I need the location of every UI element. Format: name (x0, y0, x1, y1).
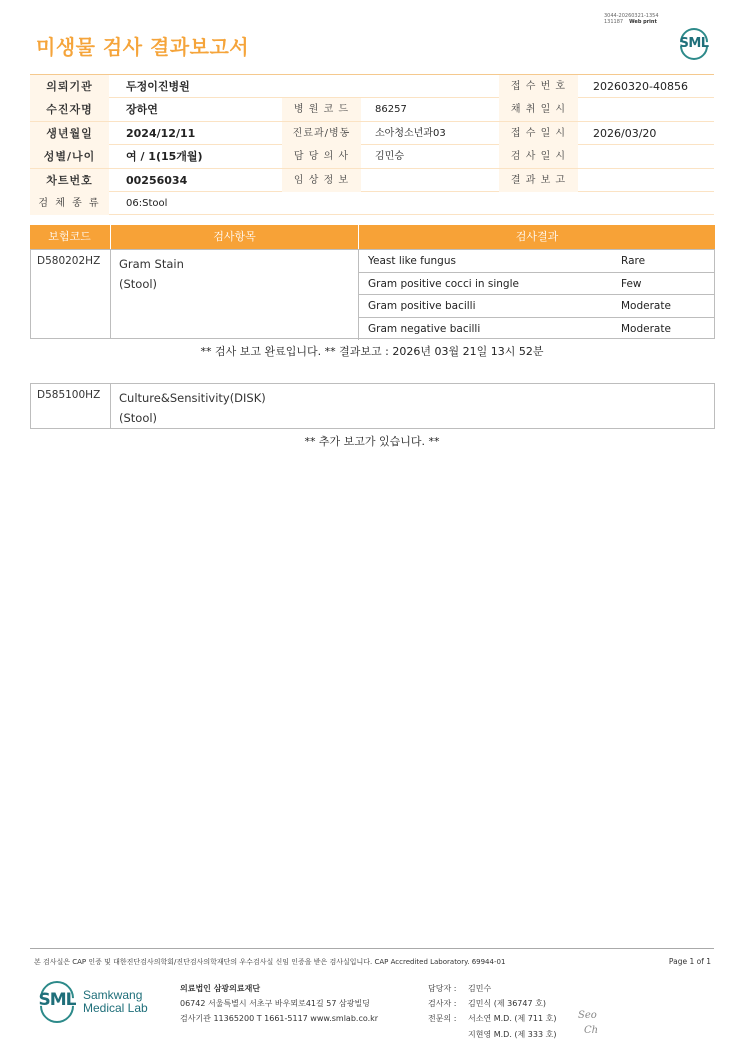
label-hospital-code: 병 원 코 드 (282, 98, 361, 121)
label-specimen-type: 검 체 종 류 (30, 192, 109, 215)
print-type: Web print (629, 19, 657, 25)
test-specimen: (Stool) (119, 411, 158, 425)
label-gender-age: 성별/나이 (30, 145, 109, 168)
result-value: Moderate (621, 322, 671, 335)
label-institution: 의뢰기관 (30, 75, 109, 98)
test-name: Culture&Sensitivity(DISK) (119, 391, 266, 405)
value-doctor: 김민승 (375, 151, 404, 163)
value-specimen-type: 06:Stool (126, 197, 168, 209)
label-test-date: 검 사 일 시 (499, 145, 578, 168)
org-address: 06742 서울특별시 서초구 바우뫼로41길 57 삼광빌딩 (180, 999, 370, 1008)
signature-ch: Ch (584, 1025, 599, 1036)
value-institution: 두정이진병원 (126, 80, 190, 93)
test-block-culture (30, 383, 715, 429)
lab-name-line1: Samkwang (83, 988, 143, 1002)
result-value: Few (621, 277, 642, 290)
header-code: 보험코드 (48, 230, 91, 243)
org-contact: 검사기관 11365200 T 1661-5117 www.smlab.co.kr (180, 1014, 379, 1023)
value-chart-no: 00256034 (126, 173, 188, 187)
result-name: Gram negative bacilli (368, 322, 481, 335)
info-row-chart (30, 169, 714, 192)
test-block-gram-stain (30, 249, 715, 339)
label-result-report: 결 과 보 고 (499, 169, 578, 192)
page-number: Page 1 of 1 (668, 957, 711, 966)
result-row (359, 295, 715, 318)
header-item: 검사항목 (110, 225, 358, 249)
print-id: 3044-20260321-1354 (604, 13, 659, 19)
staff-role: 검사자 : (428, 999, 457, 1009)
test-item (119, 388, 266, 428)
result-row (359, 318, 715, 341)
label-doctor: 담 당 의 사 (282, 145, 361, 168)
label-receipt-date: 접 수 일 시 (499, 122, 578, 145)
sml-logo: SML (676, 26, 712, 60)
staff-role: 전문의 : (428, 1014, 457, 1024)
result-name: Yeast like fungus (368, 255, 456, 267)
report-complete-note: ** 검사 보고 완료입니다. ** 결과보고 : 2026년 03월 21일 13시 52분 (200, 345, 544, 358)
label-collection-date: 채 취 일 시 (499, 98, 578, 121)
result-name: Gram positive bacilli (368, 300, 476, 312)
info-row-gender (30, 145, 714, 168)
test-name: Gram Stain (119, 257, 184, 271)
value-patient-name: 장하연 (126, 103, 158, 117)
value-hospital-code: 86257 (375, 104, 407, 116)
value-receipt-date: 2026/03/20 (593, 126, 657, 140)
result-row (359, 250, 715, 273)
info-row-specimen (30, 192, 714, 215)
staff-role: 담당자 : (428, 984, 457, 993)
organization-info (180, 981, 378, 1026)
samkwang-logo: SML Samkwang Medical Lab (36, 980, 166, 1026)
result-list (358, 250, 715, 340)
result-value: Moderate (621, 300, 671, 312)
value-gender-age: 여 / 1(15개월) (126, 150, 203, 164)
value-birth-date: 2024/12/11 (126, 126, 196, 140)
print-code: 131187 (604, 19, 624, 25)
label-patient-name: 수진자명 (30, 98, 109, 121)
label-birth-date: 생년월일 (30, 122, 109, 145)
footer-divider (30, 948, 714, 949)
staff-name: 김민수 (468, 984, 492, 993)
test-specimen: (Stool) (119, 277, 158, 291)
result-row (359, 273, 715, 296)
info-row-patient (30, 98, 714, 121)
signature-seo: Seo (578, 1010, 597, 1021)
print-meta (604, 13, 659, 25)
value-receipt-no: 20260320-40856 (593, 80, 688, 93)
label-receipt-no: 접 수 번 호 (499, 75, 578, 98)
label-chart-no: 차트번호 (30, 169, 109, 192)
certification-text: 본 검사실은 CAP 인증 및 대한진단검사의학회/진단검사의학재단의 우수검사실 신임 인증을 받은 검사실입니다. CAP Accredited Laboratory. 69944-01 (34, 958, 506, 966)
results-header (30, 225, 715, 249)
staff-name: 서소연 M.D. (제 711 호) (468, 1014, 557, 1024)
info-row-institution (30, 75, 714, 98)
test-code: D580202HZ (37, 255, 101, 267)
value-department: 소아청소년과03 (375, 127, 446, 139)
label-clinical-info: 임 상 정 보 (282, 169, 361, 192)
test-code: D585100HZ (37, 389, 101, 401)
result-value: Rare (621, 255, 646, 267)
staff-name: 지현영 M.D. (제 333 호) (468, 1029, 557, 1039)
org-name: 의료법인 삼광의료재단 (180, 984, 261, 993)
result-name: Gram positive cocci in single (368, 277, 519, 290)
label-department: 진료과/병동 (282, 122, 361, 145)
patient-info-table (30, 74, 714, 215)
header-result: 검사결과 (358, 225, 715, 249)
report-title: 미생물 검사 결과보고서 (36, 35, 250, 59)
additional-report-note: ** 추가 보고가 있습니다. ** (304, 435, 440, 448)
info-row-birth (30, 122, 714, 145)
staff-name: 김민식 (제 36747 호) (468, 999, 546, 1009)
test-item (119, 254, 184, 294)
lab-name-line2: Medical Lab (83, 1001, 148, 1015)
